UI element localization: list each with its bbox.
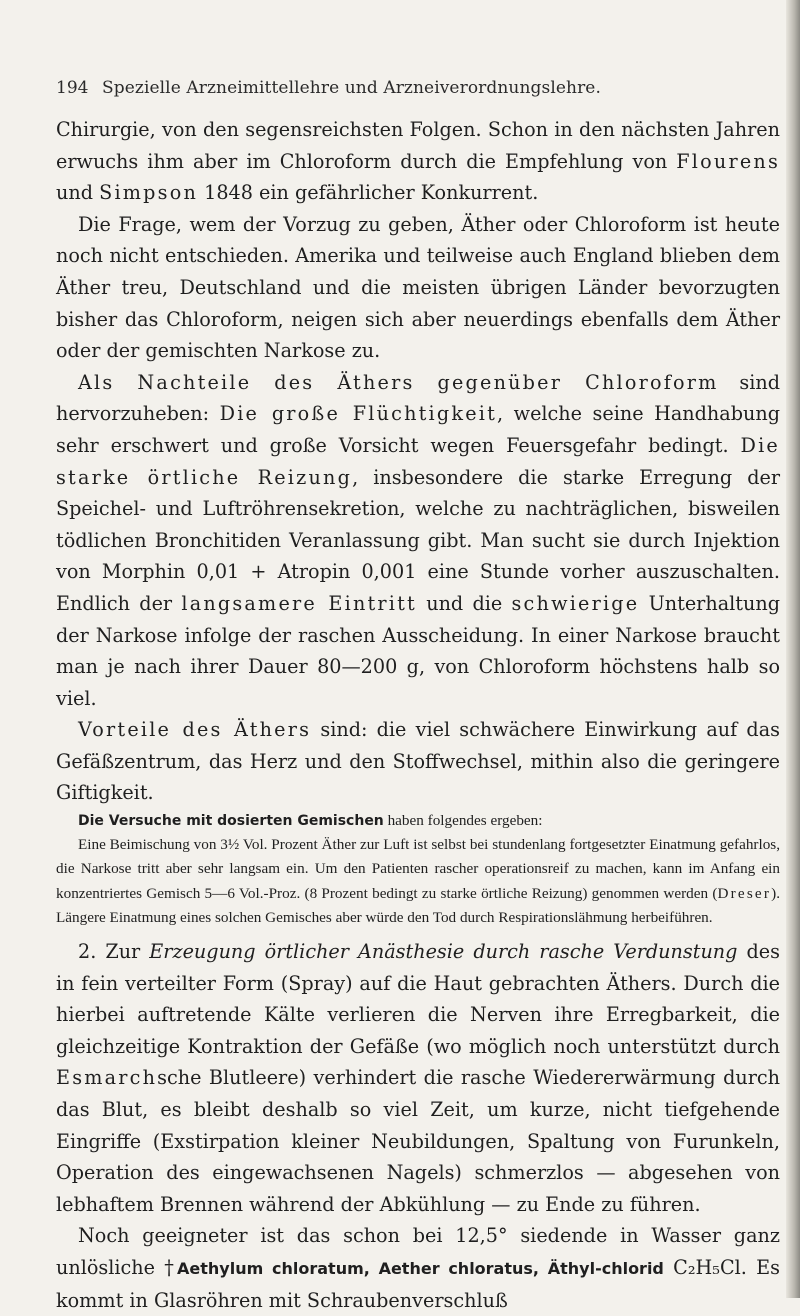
paragraph-1: Chirurgie, von den segensreichsten Folgen. Schon in den nächsten Jahren erwuchs ihm aber im Chloroform durch die Empfehlung von Flourens und Simpson 1848 ein gefährlicher Konkurrent. [56,118,780,205]
page-body [56,114,780,1316]
paragraph-ethyl-chloride: Noch geeigneter ist das schon bei 12,5° siedende in Wasser ganz unlösliche †Aethylum chloratum, Aether chloratus, Äthyl-chlorid C₂H₅Cl. Es kommt in Glasröhren mit Schraubenverschluß [56,1224,780,1312]
section-2-heading: Erzeugung örtlicher Anästhesie durch rasche Verdunstung [149,940,738,964]
paragraph-2: Die Frage, wem der Vorzug zu geben, Äther oder Chloroform ist heute noch nicht entschieden. Amerika und teilweise auch England blieben dem Äther treu, Deutschland und die meisten übrigen Länder bevorzugten bisher das Chloroform, neigen sich aber neuerdings ebenfalls dem Äther oder der gemischten Narkose zu. [56,212,780,363]
running-title: Spezielle Arzneimittellehre und Arzneiverordnungslehre. [102,78,601,98]
dagger-mark: † [164,1256,178,1280]
paragraph-3: Als Nachteile des Äthers gegenüber Chloroform sind hervorzuheben: Die große Flüchtigkeit, welche seine Handhabung sehr erschwert und große Vorsicht wegen Feuersgefahr bedingt. Die starke örtliche Reizung, insbesondere die starke Erregung der Speichel- und Luftröhrensekretion, welche zu nachträglichen, bisweilen tödlichen Bronchitiden Veranlassung gibt. Man sucht sie durch Injektion von Morphin 0,01 + Atropin 0,001 eine Stunde vorher auszuschalten. Endlich der langsamere Eintritt und die schwierige Unterhaltung der Narkose infolge der raschen Ausscheidung. In einer Narkose braucht man je nach ihrer Dauer 80—200 g, von Chloroform höchstens halb so viel. [56,370,781,710]
small-print-heading: Die Versuche mit dosierten Gemischen haben folgendes ergeben: [78,812,543,830]
paragraph-4: Vorteile des Äthers sind: die viel schwächere Einwirkung auf das Gefäßzentrum, das Herz und den Stoffwechsel, mithin also die geringere Giftigkeit. [56,718,780,805]
running-header [56,78,778,102]
name-simpson: Simpson [99,181,199,205]
small-print-block [56,809,780,930]
drug-name-bold: Aethylum chloratum, Aether chloratus, Äthyl-chlorid [177,1259,664,1279]
page-edge [786,0,800,1298]
section-2-paragraph: 2. Zur Erzeugung örtlicher Anästhesie durch rasche Verdunstung des in fein verteilter Form (Spray) auf die Haut gebrachten Äthers. Durch die hierbei auftretende Kälte verlieren die Nerven ihre Erregbarkeit, die gleichzeitige Kontraktion der Gefäße (wo möglich noch unterstützt durch Esmarchsche Blutleere) verhindert die rasche Wiedererwärmung durch das Blut, es bleibt deshalb so viel Zeit, um kurze, nicht tiefgehende Eingriffe (Exstirpation kleiner Neubildungen, Spaltung von Furunkeln, Operation des eingewachsenen Nagels) schmerzlos — abgesehen von lebhaftem Brennen während der Abkühlung — zu Ende zu führen. [56,940,780,1216]
small-print-text: Eine Beimischung von 3½ Vol. Prozent Äther zur Luft ist selbst bei stundenlang fortgesetzter Einatmung gefahrlos, die Narkose tritt aber sehr langsam ein. Um den Patienten rascher operationsreif zu machen, kann im Anfang ein konzentriertes Gemisch 5—6 Vol.-Proz. (8 Prozent bedingt zu starke örtliche Reizung) genommen werden (Dreser). Längere Einatmung eines solchen Gemisches aber würde den Tod durch Respirationslähmung herbeiführen. [56,836,780,926]
page-number: 194 [56,78,89,98]
name-flourens: Flourens [676,149,780,173]
